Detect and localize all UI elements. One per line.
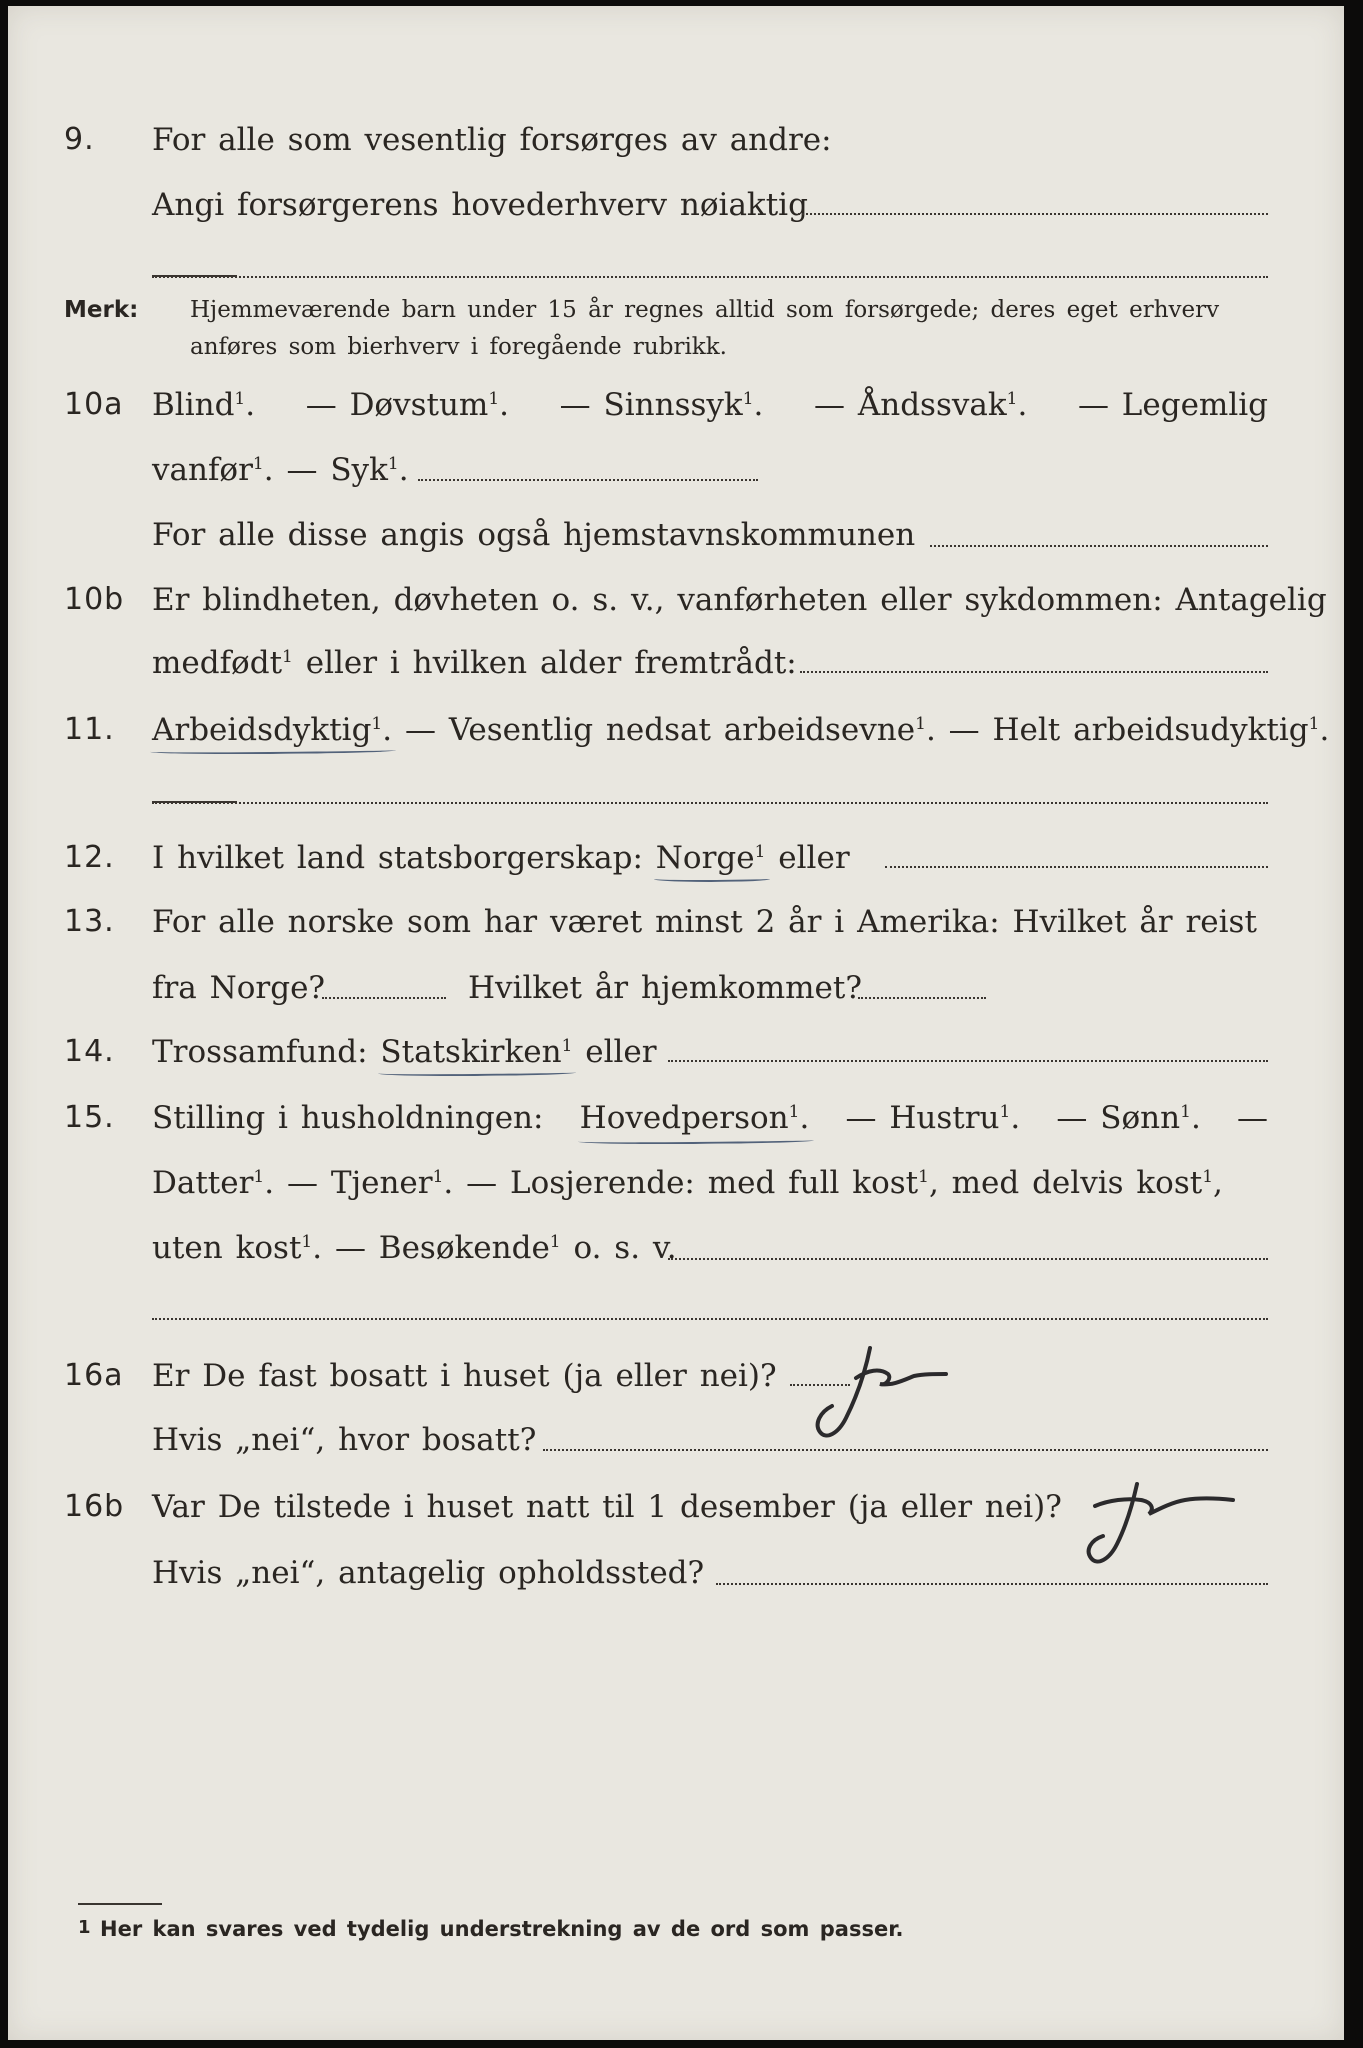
q10b-opt-medfodt[interactable]: medfødt$^1$	[152, 645, 293, 681]
q10b-line2	[0, 643, 1363, 683]
q10a-line2-text	[152, 450, 409, 490]
q13-line2	[0, 968, 1363, 1008]
q16a-text1: Er De fast bosatt i huset (ja eller nei)?	[152, 1358, 777, 1394]
q16b-text2: Hvis „nei“, antagelig opholdssted?	[152, 1555, 705, 1591]
q16a-line1	[0, 1356, 1363, 1396]
q10b-text2: medfødt$^1$ eller i hvilken alder fremtrådt:	[152, 645, 797, 681]
q10a-line2	[0, 450, 1363, 490]
q16a-line2	[0, 1420, 1363, 1460]
q10a-line1	[0, 385, 1363, 425]
q15-line1-text: Stilling i husholdningen: Hovedperson$^1$. — Hustru$^1$. — Sønn$^1$. —	[152, 1100, 1268, 1136]
q9-text1: For alle som vesentlig forsørges av andre:	[152, 122, 832, 158]
q15-opt-delvis[interactable]: , med delvis kost$^1$	[928, 1165, 1214, 1201]
q10a-hjemstavn-field[interactable]	[930, 545, 1268, 547]
q15-line3-text: uten kost$^1$. — Besøkende$^1$ o. s. v.	[152, 1230, 677, 1266]
q12-other-field[interactable]	[885, 866, 1268, 868]
q15-other-field[interactable]	[668, 1258, 1268, 1260]
merk-text: Hjemmeværende barn under 15 år regnes alltid som forsørgede; deres eget erhverv anføres som bierhverv i foregående rubrikk.	[190, 297, 1220, 360]
q13-text1: For alle norske som har været minst 2 år i Amerika: Hvilket år reist	[152, 904, 1257, 940]
q9-number: 9.	[64, 122, 95, 157]
q13-reist-field[interactable]	[322, 997, 446, 999]
q15-opt-besokende[interactable]: — Besøkende$^1$	[334, 1230, 561, 1266]
q15-opt-losjerende-full[interactable]: — Losjerende: med full kost$^1$	[466, 1165, 929, 1201]
q13-number: 13.	[64, 904, 115, 939]
q15-opt-hustru[interactable]: — Hustru$^1$.	[845, 1100, 1021, 1136]
q9-answer-field[interactable]	[798, 213, 1268, 215]
q16a-number: 16a	[64, 1358, 124, 1393]
q10a-number: 10a	[64, 387, 124, 422]
q13-line1	[0, 902, 1363, 942]
q10a-opt-legemlig[interactable]: — Legemlig	[1077, 387, 1268, 423]
q9-text2: Angi forsørgerens hovederhverv nøiaktig	[152, 187, 808, 223]
q10a-opt-dovstum[interactable]: — Døvstum$^1$.	[305, 387, 510, 423]
q10a-line3	[0, 515, 1363, 555]
q11-opt-udyktig[interactable]: — Helt arbeidsudyktig$^1$.	[948, 712, 1330, 748]
q11-number: 11.	[64, 712, 115, 747]
q16a-handwritten-ja-icon	[800, 1340, 970, 1450]
q10a-syk-field[interactable]	[418, 479, 758, 481]
q12-text: I hvilket land statsborgerskap: Norge$^1$ eller	[152, 840, 850, 876]
q15-opt-uten-kost[interactable]: uten kost$^1$.	[152, 1230, 323, 1266]
q10a-opt-syk[interactable]: — Syk$^1$.	[286, 452, 409, 488]
q10b-alder-field[interactable]	[800, 671, 1268, 673]
q12-line	[0, 838, 1363, 878]
q14-opt-statskirken-underlined[interactable]: Statskirken$^1$	[380, 1034, 573, 1070]
q14-line	[0, 1032, 1363, 1072]
footnote-mark: 1	[78, 1917, 91, 1938]
q15-opt-tjener[interactable]: — Tjener$^1$.	[286, 1165, 454, 1201]
q11-options	[152, 710, 1329, 750]
merk-label: Merk:	[64, 297, 139, 323]
q15-line3	[0, 1228, 1363, 1268]
q10a-opt-vanfor[interactable]: vanfør$^1$.	[152, 452, 274, 488]
q10a-hjemstavn-text: For alle disse angis også hjemstavnskommunen	[152, 517, 916, 553]
q10a-opt-blind[interactable]: Blind$^1$.	[152, 387, 256, 423]
q10b-text1: Er blindheten, døvheten o. s. v., vanførheten eller sykdommen: Antagelig	[152, 582, 1327, 618]
footnote-rule	[78, 1903, 162, 1905]
q9-line2	[0, 185, 1363, 225]
q15-opt-datter[interactable]: Datter$^1$.	[152, 1165, 275, 1201]
q14-text: Trossamfund: Statskirken$^1$ eller	[152, 1034, 657, 1070]
q16b-number: 16b	[64, 1489, 125, 1524]
q15-number: 15.	[64, 1100, 115, 1135]
q10b-line1	[0, 580, 1363, 620]
q16a-text2: Hvis „nei“, hvor bosatt?	[152, 1422, 537, 1458]
q14-number: 14.	[64, 1034, 115, 1069]
q15-opt-sonn[interactable]: — Sønn$^1$.	[1056, 1100, 1201, 1136]
q10b-number: 10b	[64, 582, 125, 617]
q16b-text1: Var De tilstede i huset natt til 1 desember (ja eller nei)?	[152, 1489, 1062, 1525]
q15-rule	[152, 1318, 1268, 1320]
q11-line	[0, 710, 1363, 750]
q13-hjemkommet-label: Hvilket år hjemkommet?	[468, 970, 862, 1006]
q13-reist-label: fra Norge?	[152, 970, 326, 1006]
q9-rule	[152, 276, 1268, 278]
q13-hjemkommet-field[interactable]	[858, 997, 986, 999]
q10a-opt-andssvak[interactable]: — Åndssvak$^1$.	[814, 387, 1028, 423]
q15-line2	[0, 1163, 1363, 1203]
q12-number: 12.	[64, 840, 115, 875]
q15-opt-hovedperson-underlined[interactable]: Hovedperson$^1$.	[579, 1100, 810, 1136]
q10a-options	[152, 385, 1268, 425]
q10a-opt-sinnssyk[interactable]: — Sinnssyk$^1$.	[559, 387, 764, 423]
footnote-text: Her kan svares ved tydelig understrekning av de ord som passer.	[100, 1917, 904, 1941]
q12-opt-norge-underlined[interactable]: Norge$^1$	[655, 840, 766, 876]
q11-rule	[152, 802, 1268, 804]
q15-line2-text: Datter$^1$. — Tjener$^1$. — Losjerende: med full kost$^1$, med delvis kost$^1$,	[152, 1165, 1223, 1201]
q11-opt-nedsat[interactable]: — Vesentlig nedsat arbeidsevne$^1$.	[404, 712, 936, 748]
q16b-opholdssted-field[interactable]	[716, 1583, 1268, 1585]
q9-line1	[0, 120, 1363, 160]
q15-line1	[0, 1098, 1363, 1138]
q14-other-field[interactable]	[668, 1060, 1268, 1062]
q11-opt-arbeidsdyktig-underlined[interactable]: Arbeidsdyktig$^1$.	[152, 712, 393, 748]
q16b-handwritten-ja-icon	[1075, 1478, 1255, 1578]
